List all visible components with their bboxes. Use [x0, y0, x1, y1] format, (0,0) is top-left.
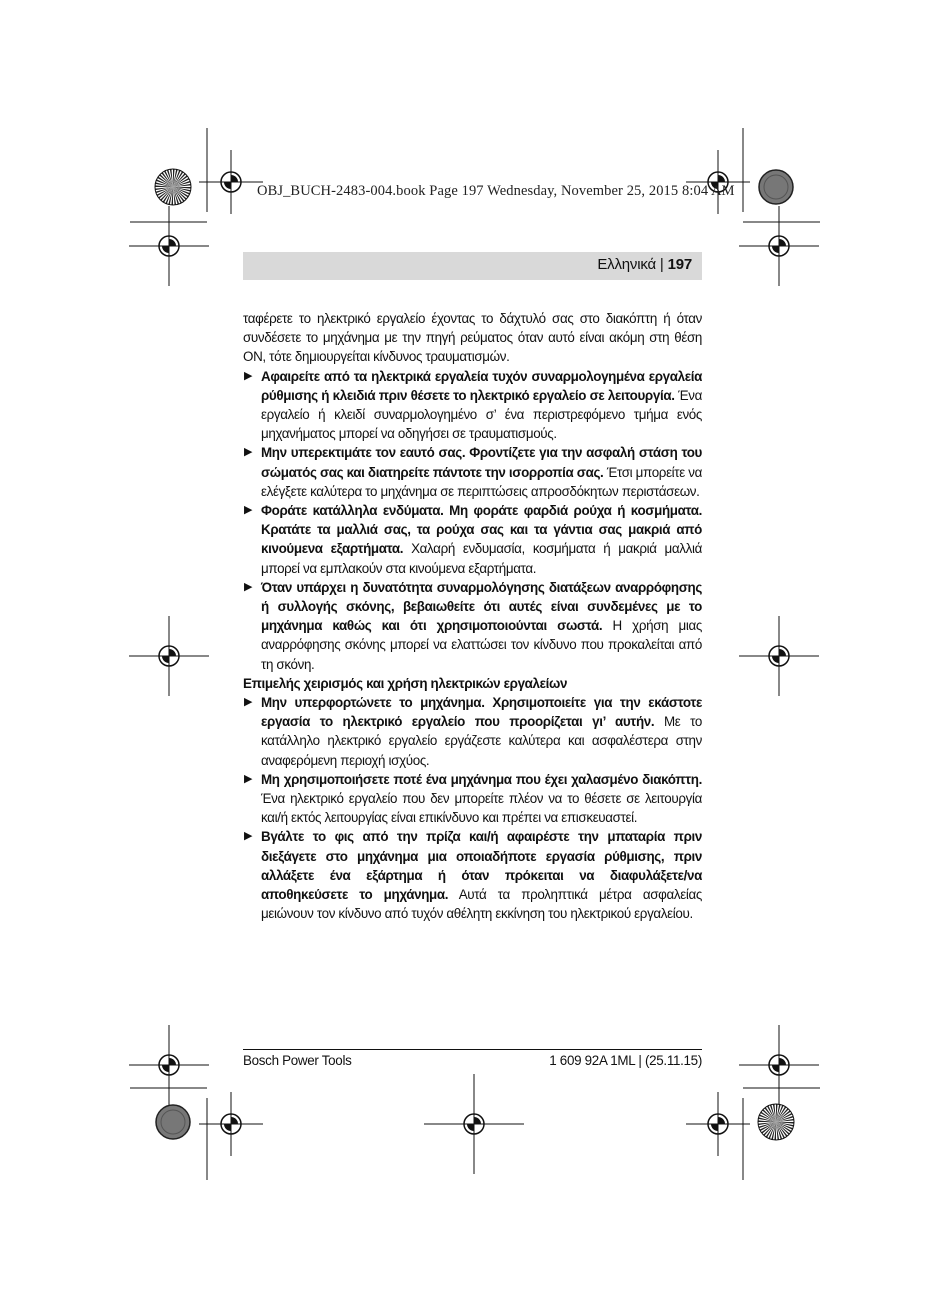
footer-divider — [243, 1049, 702, 1050]
section-heading: Επιμελής χειρισμός και χρήση ηλεκτρικών εργαλείων — [243, 675, 568, 691]
crosshair-icon — [686, 1092, 750, 1156]
bullet-arrow-icon: ▶ — [244, 830, 253, 843]
bullet-body-text: Ένα εργαλείο ή κλειδί συναρμολογημένο σ’ ένα περιστρεφόμενο τμήμα ενός μηχανήματος μπορεί να οδηγήσει σε τραυματισμούς. — [261, 387, 702, 442]
bullet-list-tool-use — [243, 693, 702, 923]
bullet-item — [243, 827, 702, 923]
bullet-body-text: Αυτά τα προληπτικά μέτρα ασφαλείας μειώνουν τον κίνδυνο από τυχόν αθέλητη εκκίνηση του ηλεκτρικού εργαλείου. — [261, 887, 702, 922]
intro-paragraph: ταφέρετε το ηλεκτρικό εργαλείο έχοντας το δάχτυλό σας στο διακόπτη ή όταν συνδέσετε το μηχάνημα με την πηγή ρεύματος όταν αυτό είναι ακόμη στη θέση ON, τότε δημιουργείται κίνδυνος τραυματισμών. — [243, 311, 702, 365]
bullet-item — [243, 693, 702, 770]
bullet-body-text: Έτσι μπορείτε να ελέγξετε καλύτερα το μηχάνημα σε περιπτώσεις απροσδόκητων περιστάσεων. — [261, 464, 702, 499]
footer-doc-code: 1 609 92A 1ML | (25.11.15) — [549, 1053, 702, 1068]
page-number: 197 — [667, 256, 692, 273]
bullet-arrow-icon: ▶ — [244, 369, 253, 382]
bullet-item — [243, 770, 702, 828]
bullet-bold-text: Φοράτε κατάλληλα ενδύματα. Μη φοράτε φαρδιά ρούχα ή κοσμήματα. Κρατάτε τα μαλλιά σας, τα ρούχα σας και τα γάντια σας μακριά από κινούμενα εξαρτήματα. — [261, 503, 702, 557]
crosshair-icon — [739, 1025, 819, 1105]
bullet-body-text: Χαλαρή ενδυμασία, κοσμήματα ή μακριά μαλλιά μπορεί να εμπλακούν στα κινούμενα εξαρτήματα. — [261, 541, 703, 576]
starburst-target-icon — [155, 169, 191, 205]
bullet-item — [243, 443, 702, 501]
header-separator: | — [659, 256, 664, 273]
crosshair-icon — [199, 150, 263, 214]
bullet-body-text: Ένα ηλεκτρικό εργαλείο που δεν μπορείτε πλέον να το θέσετε σε λειτουργία και/ή εκτός λειτουργίας είναι επικίνδυνο και πρέπει να επισκευαστεί. — [261, 791, 702, 826]
header-language: Ελληνικά — [597, 256, 656, 273]
page-body — [243, 309, 702, 924]
bullet-body-text: Η χρήση μιας αναρρόφησης σκόνης μπορεί να ελαττώσει τον κίνδυνο που προκαλείται από τη σκόνη. — [261, 618, 702, 672]
crosshair-icon — [424, 1074, 524, 1174]
bullet-item — [243, 367, 702, 444]
page-header-bar — [243, 252, 702, 280]
bullet-bold-text: Αφαιρείτε από τα ηλεκτρικά εργαλεία τυχόν συναρμολογημένα εργαλεία ρύθμισης ή κλειδιά πριν θέσετε το ηλεκτρικό εργαλείο σε λειτουργία. — [261, 368, 702, 403]
crosshair-icon — [129, 1025, 209, 1105]
footer-brand: Bosch Power Tools — [243, 1053, 352, 1068]
bullet-arrow-icon: ▶ — [244, 446, 253, 459]
crosshair-icon — [739, 206, 819, 286]
bullet-arrow-icon: ▶ — [244, 580, 253, 593]
crosshair-icon — [686, 150, 750, 214]
bullet-item — [243, 578, 702, 674]
bullet-list-safety — [243, 367, 702, 674]
print-slug-line: OBJ_BUCH-2483-004.book Page 197 Wednesday, November 25, 2015 8:04 AM — [257, 183, 735, 199]
bullet-bold-text: Βγάλτε το φις από την πρίζα και/ή αφαιρέστε την μπαταρία πριν διεξάγετε στο μηχάνημα μια οποιαδήποτε εργασία ρύθμισης, πριν αλλάξετε ένα εξάρτημα ή όταν πρόκειται να διαφυλάξετε/να αποθηκεύσετε το μηχάνημα. — [261, 829, 702, 903]
bullet-body-text: Με το κατάλληλο ηλεκτρικό εργαλείο εργάζεστε καλύτερα και ασφαλέστερα στην αναφερόμενη περιοχή ισχύος. — [261, 714, 703, 768]
bullet-bold-text: Μην υπερφορτώνετε το μηχάνημα. Χρησιμοποιείτε για την εκάστοτε εργασία το ηλεκτρικό εργαλείο που προορίζεται γι’ αυτήν. — [261, 695, 702, 730]
crosshair-icon — [129, 206, 209, 286]
crosshair-icon — [199, 1092, 263, 1156]
bullet-bold-text: Όταν υπάρχει η δυνατότητα συναρμολόγησης διατάξεων αναρρόφησης ή συλλογής σκόνης, βεβαιωθείτε ότι αυτές είναι συνδεμένες με το μηχάνημα καθώς και ότι χρησιμοποιούνται σωστά. — [261, 579, 702, 634]
page-header — [597, 256, 692, 273]
bullet-arrow-icon: ▶ — [244, 696, 253, 709]
crosshair-icon — [739, 616, 819, 696]
starburst-target-icon — [758, 1104, 794, 1140]
bullet-arrow-icon: ▶ — [244, 504, 253, 517]
crosshair-icon — [129, 616, 209, 696]
bullet-arrow-icon: ▶ — [244, 772, 253, 785]
bullet-item — [243, 501, 702, 578]
bullet-bold-text: Μην υπερεκτιμάτε τον εαυτό σας. Φροντίζετε για την ασφαλή στάση του σώματός σας και διατηρείτε πάντοτε την ισορροπία σας. — [261, 445, 702, 480]
bullet-bold-text: Μη χρησιμοποιήσετε ποτέ ένα μηχάνημα που έχει χαλασμένο διακόπτη. — [261, 771, 702, 787]
